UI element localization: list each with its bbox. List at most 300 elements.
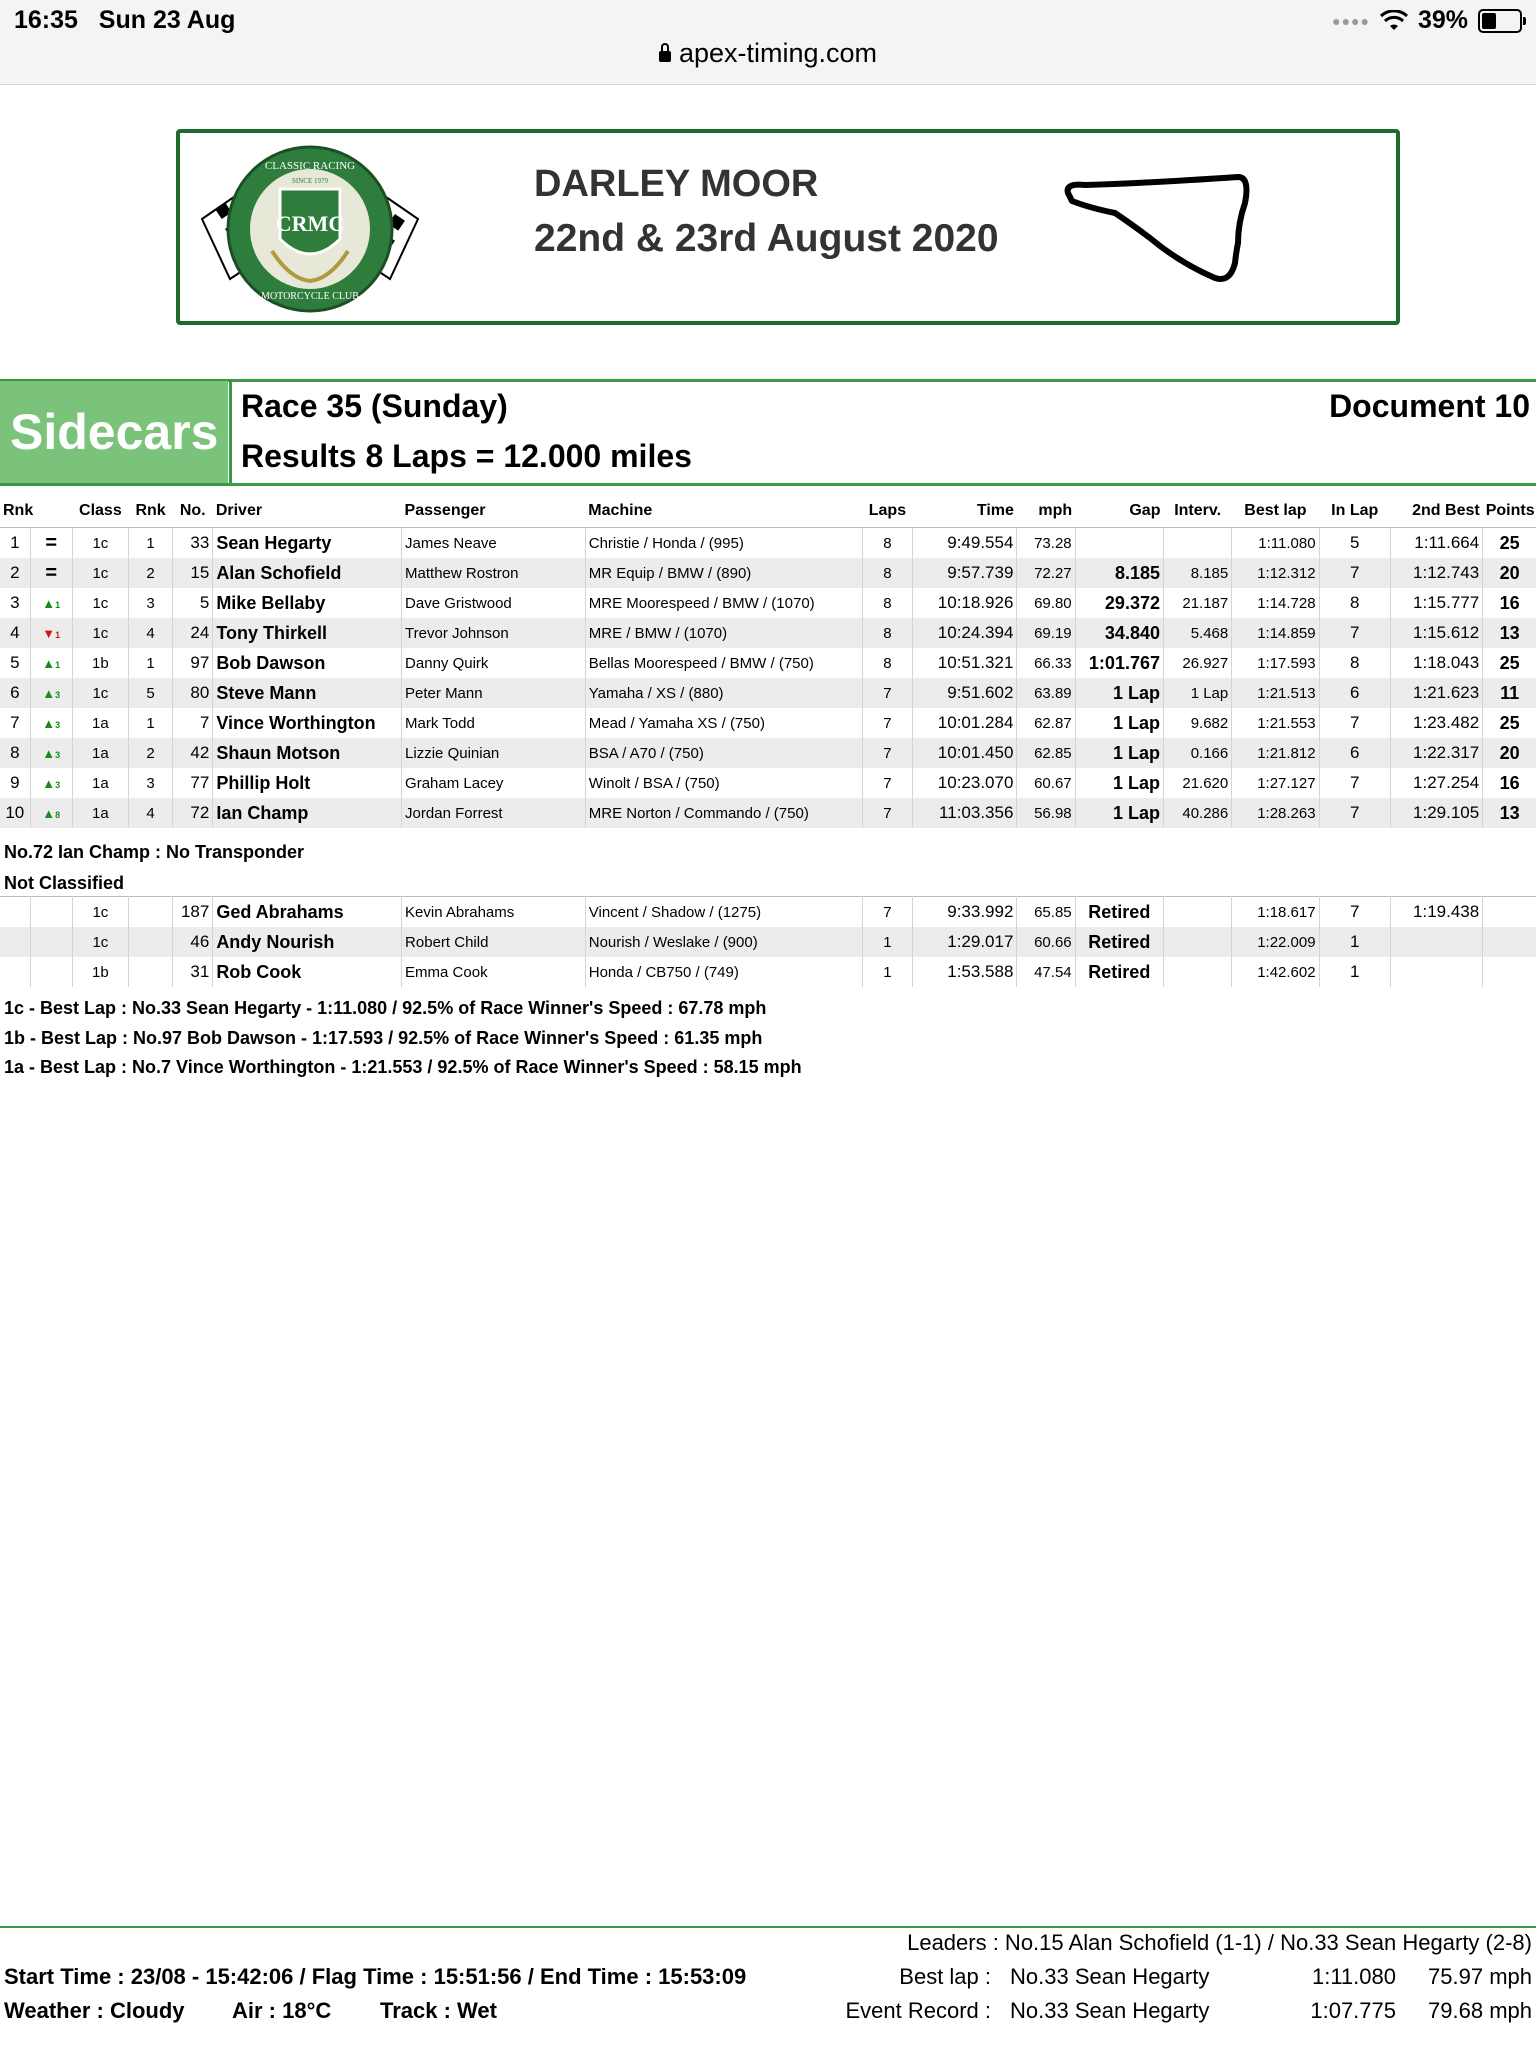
col-best-lap: Best lap [1232, 495, 1319, 528]
race-time: 10:18.926 [913, 588, 1017, 618]
race-time: 1:53.588 [913, 957, 1017, 987]
change-arrow: ▲ [42, 805, 56, 821]
interval: 0.166 [1163, 738, 1231, 768]
col-rnk: Rnk [0, 495, 30, 528]
driver-name: Shaun Motson [213, 738, 402, 768]
passenger-name: Trevor Johnson [402, 618, 586, 648]
race-number: 33 [173, 528, 213, 559]
not-classified-table [0, 896, 1536, 987]
header-divider-bottom [0, 483, 1536, 486]
best-lap: 1:11.080 [1232, 528, 1319, 559]
laps: 8 [862, 648, 912, 678]
speed-mph: 62.87 [1017, 708, 1075, 738]
col-2nd-best: 2nd Best [1390, 495, 1482, 528]
laps: 1 [862, 927, 912, 957]
in-lap: 7 [1319, 708, 1390, 738]
passenger-name: Robert Child [402, 927, 586, 957]
laps: 8 [862, 618, 912, 648]
col-points: Points [1483, 495, 1536, 528]
clock-time: 16:35 [14, 6, 78, 34]
points [1483, 897, 1536, 928]
table-row [0, 678, 1536, 708]
passenger-name: Graham Lacey [402, 768, 586, 798]
gap: 1 Lap [1075, 708, 1163, 738]
change-amount: 3 [55, 719, 61, 730]
best-lap: 1:17.593 [1232, 648, 1319, 678]
passenger-name: Lizzie Quinian [402, 738, 586, 768]
in-lap: 6 [1319, 738, 1390, 768]
results-body [0, 528, 1536, 829]
change-amount: 8 [55, 809, 61, 820]
best-lap: 1:42.602 [1232, 957, 1319, 987]
race-number: 5 [173, 588, 213, 618]
points: 11 [1483, 678, 1536, 708]
col-class: Class [72, 495, 128, 528]
driver-name: Ged Abrahams [213, 897, 402, 928]
logo-bottom-text: MOTORCYCLE CLUB [261, 291, 359, 302]
best-lap: 1:21.513 [1232, 678, 1319, 708]
event-record-speed: 79.68 mph [1428, 1998, 1532, 2023]
results-table [0, 495, 1536, 828]
in-lap: 1 [1319, 927, 1390, 957]
laps: 1 [862, 957, 912, 987]
best-lap-name: No.33 Sean Hegarty [1010, 1964, 1210, 1989]
table-row [0, 528, 1536, 559]
class-rank: 3 [128, 768, 172, 798]
class: 1b [72, 648, 128, 678]
interval [1163, 897, 1231, 928]
race-number: 24 [173, 618, 213, 648]
gap: 1 Lap [1075, 738, 1163, 768]
document-number: Document 10 [1329, 388, 1530, 424]
class-rank: 1 [128, 648, 172, 678]
race-time: 1:29.017 [913, 927, 1017, 957]
driver-name: Alan Schofield [213, 558, 402, 588]
interval: 8.185 [1163, 558, 1231, 588]
interval: 1 Lap [1163, 678, 1231, 708]
race-times: Start Time : 23/08 - 15:42:06 / Flag Time : 15:51:56 / End Time : 15:53:09 [4, 1964, 747, 1989]
col-no: No. [173, 495, 213, 528]
position-unchanged-icon: = [30, 558, 72, 588]
class: 1c [72, 897, 128, 928]
status: Retired [1075, 897, 1163, 928]
second-best: 1:18.043 [1390, 648, 1482, 678]
not-classified-heading: Not Classified [4, 873, 125, 893]
race-time: 9:49.554 [913, 528, 1017, 559]
header-separator [229, 381, 232, 484]
rank: 10 [0, 798, 30, 828]
event-date: 22nd & 23rd August 2020 [534, 217, 999, 260]
battery-level [1482, 13, 1496, 29]
race-number: 15 [173, 558, 213, 588]
best-lap: 1:12.312 [1232, 558, 1319, 588]
laps: 8 [862, 588, 912, 618]
points: 13 [1483, 798, 1536, 828]
col-interv: Interv. [1163, 495, 1231, 528]
interval: 5.468 [1163, 618, 1231, 648]
change-amount: 3 [55, 749, 61, 760]
machine: Winolt / BSA / (750) [585, 768, 862, 798]
table-row [0, 738, 1536, 768]
machine: Bellas Moorespeed / BMW / (750) [585, 648, 862, 678]
speed-mph: 60.67 [1017, 768, 1075, 798]
url-text: apex-timing.com [678, 38, 878, 68]
change-amount: 3 [55, 689, 61, 700]
passenger-name: Matthew Rostron [402, 558, 586, 588]
change-amount: 1 [55, 629, 61, 640]
table-row [0, 618, 1536, 648]
gap: 1 Lap [1075, 798, 1163, 828]
event-record-time: 1:07.775 [1310, 1998, 1396, 2023]
col-class-rnk: Rnk [128, 495, 172, 528]
change-arrow: ▲ [42, 685, 56, 701]
change-arrow: ▲ [42, 715, 56, 731]
passenger-name: Peter Mann [402, 678, 586, 708]
gap: 1 Lap [1075, 768, 1163, 798]
transponder-note: No.72 Ian Champ : No Transponder [4, 842, 305, 862]
status: Retired [1075, 957, 1163, 987]
change-amount: 1 [55, 599, 61, 610]
in-lap: 8 [1319, 588, 1390, 618]
in-lap: 1 [1319, 957, 1390, 987]
rank: 9 [10, 773, 20, 792]
browser-status-bar [0, 0, 1536, 85]
table-row [0, 768, 1536, 798]
event-banner [176, 129, 1400, 325]
machine: Christie / Honda / (995) [585, 528, 862, 559]
speed-mph: 69.19 [1017, 618, 1075, 648]
class-rank: 5 [128, 678, 172, 708]
change-amount: 3 [55, 779, 61, 790]
in-lap: 7 [1319, 618, 1390, 648]
class-rank [128, 897, 172, 928]
points [1483, 927, 1536, 957]
race-number: 77 [173, 768, 213, 798]
col-mph: mph [1017, 495, 1075, 528]
table-row [0, 927, 1536, 957]
best-lap-label: Best lap : [899, 1964, 991, 1989]
class-rank [128, 927, 172, 957]
race-number: 80 [173, 678, 213, 708]
position-unchanged-icon: = [30, 528, 72, 559]
table-row [0, 588, 1536, 618]
interval: 9.682 [1163, 708, 1231, 738]
event-title: DARLEY MOOR [534, 163, 819, 205]
second-best: 1:11.664 [1390, 528, 1482, 559]
best-lap: 1:14.859 [1232, 618, 1319, 648]
rank: 4 [0, 618, 30, 648]
speed-mph: 69.80 [1017, 588, 1075, 618]
race-number: 31 [173, 957, 213, 987]
second-best: 1:22.317 [1390, 738, 1482, 768]
speed-mph: 72.27 [1017, 558, 1075, 588]
laps: 7 [862, 738, 912, 768]
points: 13 [1483, 618, 1536, 648]
position-up-icon [30, 768, 72, 798]
race-number: 72 [173, 798, 213, 828]
class-rank: 3 [128, 588, 172, 618]
laps: 7 [862, 678, 912, 708]
race-results-summary: Results 8 Laps = 12.000 miles [241, 438, 692, 474]
second-best: 1:12.743 [1390, 558, 1482, 588]
table-row [0, 798, 1536, 828]
wifi-icon [1380, 10, 1408, 32]
best-lap: 1:18.617 [1232, 897, 1319, 928]
track-condition-text: Track : Wet [380, 1998, 497, 2023]
rank: 2 [0, 558, 30, 588]
passenger-name: Kevin Abrahams [402, 897, 586, 928]
crmc-logo [200, 139, 420, 319]
points [1483, 957, 1536, 987]
track-map-icon [1060, 163, 1260, 293]
race-time: 11:03.356 [913, 798, 1017, 828]
col-passenger: Passenger [402, 495, 586, 528]
second-best [1390, 927, 1482, 957]
position-down-icon [30, 618, 72, 648]
driver-name: Tony Thirkell [213, 618, 402, 648]
race-time: 10:24.394 [913, 618, 1017, 648]
driver-name: Vince Worthington [213, 708, 402, 738]
table-row [0, 708, 1536, 738]
best-lap-1c: 1c - Best Lap : No.33 Sean Hegarty - 1:11.080 / 92.5% of Race Winner's Speed : 67.78 mph [4, 998, 767, 1018]
event-record-label: Event Record : [845, 1998, 991, 2023]
best-lap-time: 1:11.080 [1311, 1964, 1396, 1989]
position-change [30, 927, 72, 957]
second-best: 1:23.482 [1390, 708, 1482, 738]
race-time: 10:51.321 [913, 648, 1017, 678]
speed-mph: 62.85 [1017, 738, 1075, 768]
points: 25 [1483, 528, 1536, 559]
interval [1163, 528, 1231, 559]
class: 1c [72, 528, 128, 559]
table-row [0, 897, 1536, 928]
best-lap-1a: 1a - Best Lap : No.7 Vince Worthington - 1:21.553 / 92.5% of Race Winner's Speed : 58.15 mph [4, 1057, 802, 1077]
second-best: 1:27.254 [1390, 768, 1482, 798]
in-lap: 7 [1319, 558, 1390, 588]
best-lap: 1:27.127 [1232, 768, 1319, 798]
in-lap: 6 [1319, 678, 1390, 708]
change-arrow: ▼ [42, 625, 56, 641]
driver-name: Sean Hegarty [213, 528, 402, 559]
logo-since-text: SINCE 1979 [292, 177, 328, 185]
results-header-row [0, 495, 1536, 528]
laps: 7 [862, 768, 912, 798]
gap: 34.840 [1075, 618, 1163, 648]
in-lap: 7 [1319, 798, 1390, 828]
points: 25 [1483, 648, 1536, 678]
passenger-name: Mark Todd [402, 708, 586, 738]
driver-name: Ian Champ [213, 798, 402, 828]
col-machine: Machine [585, 495, 862, 528]
position-up-icon [30, 648, 72, 678]
class: 1c [72, 927, 128, 957]
gap [1075, 528, 1163, 559]
driver-name: Andy Nourish [213, 927, 402, 957]
interval: 40.286 [1163, 798, 1231, 828]
speed-mph: 47.54 [1017, 957, 1075, 987]
passenger-name: James Neave [402, 528, 586, 559]
laps: 7 [862, 708, 912, 738]
driver-name: Rob Cook [213, 957, 402, 987]
col-change [30, 495, 72, 528]
interval [1163, 957, 1231, 987]
rank: 8 [0, 738, 30, 768]
clock-date: Sun 23 Aug [98, 6, 236, 34]
position-change [30, 897, 72, 928]
machine: Honda / CB750 / (749) [585, 957, 862, 987]
best-lap: 1:21.812 [1232, 738, 1319, 768]
lock-icon [659, 51, 671, 62]
rank: 7 [10, 713, 20, 732]
not-classified-body [0, 897, 1536, 988]
race-time: 9:51.602 [913, 678, 1017, 708]
passenger-name: Dave Gristwood [402, 588, 586, 618]
table-row [0, 957, 1536, 987]
class: 1b [72, 957, 128, 987]
class-box [0, 381, 228, 484]
race-time: 10:23.070 [913, 768, 1017, 798]
driver-name: Mike Bellaby [213, 588, 402, 618]
battery-icon [1478, 9, 1522, 33]
col-laps: Laps [862, 495, 912, 528]
laps: 7 [862, 798, 912, 828]
best-lap: 1:22.009 [1232, 927, 1319, 957]
best-lap-1b: 1b - Best Lap : No.97 Bob Dawson - 1:17.593 / 92.5% of Race Winner's Speed : 61.35 mph [4, 1028, 763, 1048]
position-up-icon [30, 708, 72, 738]
rank [0, 897, 30, 928]
best-lap: 1:28.263 [1232, 798, 1319, 828]
points: 16 [1483, 768, 1536, 798]
race-time: 10:01.284 [913, 708, 1017, 738]
class: 1a [72, 708, 128, 738]
laps: 8 [862, 558, 912, 588]
speed-mph: 66.33 [1017, 648, 1075, 678]
position-up-icon [30, 588, 72, 618]
second-best: 1:21.623 [1390, 678, 1482, 708]
status: Retired [1075, 927, 1163, 957]
rank [0, 927, 30, 957]
change-amount: 1 [55, 659, 61, 670]
race-time: 10:01.450 [913, 738, 1017, 768]
weather-text: Weather : Cloudy [4, 1998, 185, 2023]
machine: MRE / BMW / (1070) [585, 618, 862, 648]
change-arrow: ▲ [42, 655, 56, 671]
second-best: 1:15.777 [1390, 588, 1482, 618]
best-lap: 1:21.553 [1232, 708, 1319, 738]
speed-mph: 63.89 [1017, 678, 1075, 708]
in-lap: 8 [1319, 648, 1390, 678]
in-lap: 5 [1319, 528, 1390, 559]
points: 25 [1483, 708, 1536, 738]
col-driver: Driver [213, 495, 402, 528]
best-lap: 1:14.728 [1232, 588, 1319, 618]
speed-mph: 73.28 [1017, 528, 1075, 559]
interval [1163, 927, 1231, 957]
race-number: 42 [173, 738, 213, 768]
race-time: 9:33.992 [913, 897, 1017, 928]
points: 16 [1483, 588, 1536, 618]
air-temp-text: Air : 18°C [232, 1998, 332, 2023]
rank: 6 [0, 678, 30, 708]
logo-text: CRMC [275, 211, 345, 236]
class-rank [128, 957, 172, 987]
rank: 5 [10, 653, 20, 672]
interval: 21.187 [1163, 588, 1231, 618]
laps: 7 [862, 897, 912, 928]
position-up-icon [30, 678, 72, 708]
class: 1a [72, 738, 128, 768]
second-best: 1:19.438 [1390, 897, 1482, 928]
position-change [30, 957, 72, 987]
col-time: Time [913, 495, 1017, 528]
gap: 8.185 [1075, 558, 1163, 588]
machine: BSA / A70 / (750) [585, 738, 862, 768]
points: 20 [1483, 738, 1536, 768]
change-arrow: ▲ [42, 745, 56, 761]
class: 1c [72, 678, 128, 708]
class-rank: 4 [128, 798, 172, 828]
rank: 1 [10, 533, 20, 552]
leaders-text: Leaders : No.15 Alan Schofield (1-1) / No.33 Sean Hegarty (2-8) [907, 1930, 1532, 1955]
col-gap: Gap [1075, 495, 1163, 528]
col-in-lap: In Lap [1319, 495, 1390, 528]
passenger-name: Emma Cook [402, 957, 586, 987]
status-indicators [1332, 6, 1522, 35]
table-row [0, 648, 1536, 678]
footer-divider [0, 1926, 1536, 1928]
gap: 1:01.767 [1075, 648, 1163, 678]
battery-percent: 39% [1417, 6, 1468, 34]
change-arrow: ▲ [42, 595, 56, 611]
passenger-name: Danny Quirk [402, 648, 586, 678]
machine: MRE Norton / Commando / (750) [585, 798, 862, 828]
machine: Nourish / Weslake / (900) [585, 927, 862, 957]
race-title: Race 35 (Sunday) [241, 388, 508, 424]
interval: 21.620 [1163, 768, 1231, 798]
second-best [1390, 957, 1482, 987]
class-rank: 1 [128, 528, 172, 559]
points: 20 [1483, 558, 1536, 588]
class-rank: 2 [128, 738, 172, 768]
second-best: 1:29.105 [1390, 798, 1482, 828]
driver-name: Phillip Holt [213, 768, 402, 798]
class-rank: 1 [128, 708, 172, 738]
position-up-icon [30, 738, 72, 768]
machine: Mead / Yamaha XS / (750) [585, 708, 862, 738]
machine: MR Equip / BMW / (890) [585, 558, 862, 588]
class: 1a [72, 768, 128, 798]
interval: 26.927 [1163, 648, 1231, 678]
class-rank: 2 [128, 558, 172, 588]
laps: 8 [862, 528, 912, 559]
address-bar[interactable] [0, 38, 1536, 69]
machine: Vincent / Shadow / (1275) [585, 897, 862, 928]
event-record-name: No.33 Sean Hegarty [1010, 1998, 1210, 2023]
gap: 29.372 [1075, 588, 1163, 618]
rank [0, 957, 30, 987]
position-up-icon [30, 798, 72, 828]
in-lap: 7 [1319, 897, 1390, 928]
status-time [14, 6, 235, 35]
in-lap: 7 [1319, 768, 1390, 798]
speed-mph: 65.85 [1017, 897, 1075, 928]
second-best: 1:15.612 [1390, 618, 1482, 648]
signal-icon: ●●●● [1332, 12, 1370, 29]
speed-mph: 56.98 [1017, 798, 1075, 828]
race-number: 97 [173, 648, 213, 678]
driver-name: Steve Mann [213, 678, 402, 708]
best-lap-speed: 75.97 mph [1428, 1964, 1532, 1989]
